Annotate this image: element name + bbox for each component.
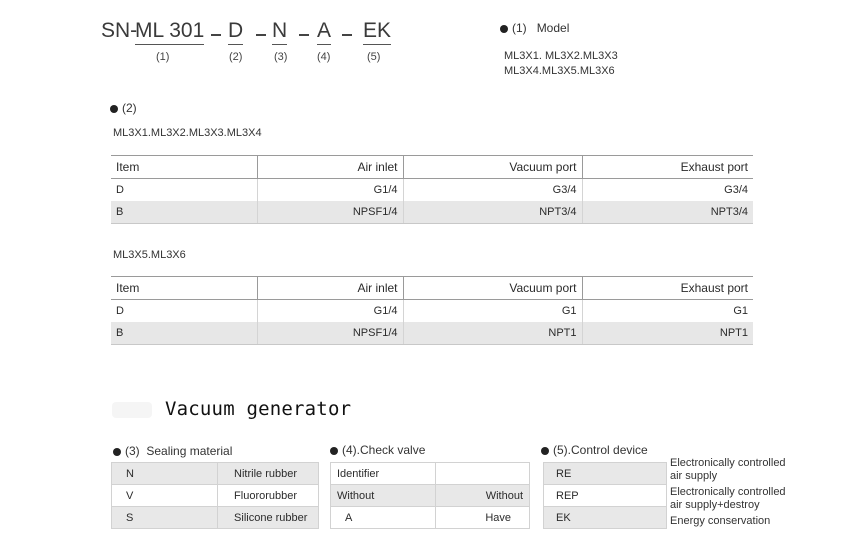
cell: D	[111, 179, 257, 202]
header-air-inlet: Air inlet	[257, 277, 403, 300]
code-check: N	[272, 18, 287, 45]
cell: B	[111, 201, 257, 224]
sealing-heading	[113, 444, 232, 458]
control-heading-num: (5).	[553, 443, 571, 457]
bullet-icon	[500, 25, 508, 33]
table-row	[544, 507, 667, 529]
cell: NPSF1/4	[257, 322, 403, 345]
cell: Fluororubber	[218, 485, 319, 507]
header-air-inlet: Air inlet	[257, 156, 403, 179]
control-table	[543, 462, 667, 529]
control-desc-3: Energy conservation	[670, 515, 771, 527]
model-heading	[500, 21, 569, 35]
table-header-row	[111, 156, 753, 179]
code-label-4: (4)	[317, 51, 331, 63]
port-heading-num: (2)	[122, 101, 137, 115]
control-heading-text: Control device	[571, 443, 648, 457]
header-exhaust-port: Exhaust port	[582, 277, 753, 300]
cell: G1/4	[257, 179, 403, 202]
table-row	[112, 507, 319, 529]
cell: A	[331, 507, 436, 529]
bullet-icon	[113, 448, 121, 456]
table-row	[544, 485, 667, 507]
code-dash	[299, 34, 309, 36]
sealing-table	[111, 462, 319, 529]
control-desc-2a: Electronically controlled	[670, 486, 786, 498]
header-vacuum-port: Vacuum port	[403, 277, 582, 300]
table-header-row	[111, 277, 753, 300]
code-dash	[256, 34, 266, 36]
cell: S	[112, 507, 218, 529]
cell: V	[112, 485, 218, 507]
check-valve-table	[330, 462, 530, 529]
cell: Without	[331, 485, 436, 507]
header-exhaust-port: Exhaust port	[582, 156, 753, 179]
model-heading-num: (1)	[512, 21, 527, 35]
port-table-2	[111, 276, 753, 345]
cell: Have	[436, 507, 530, 529]
cell: Silicone rubber	[218, 507, 319, 529]
port-table-1	[111, 155, 753, 224]
cell: D	[111, 300, 257, 323]
code-prefix: SN-	[101, 19, 138, 42]
control-desc-2	[670, 486, 786, 512]
cell: Without	[436, 485, 530, 507]
check-valve-heading-text: Check valve	[360, 443, 426, 457]
code-label-5: (5)	[367, 51, 381, 63]
table-row	[111, 322, 753, 345]
control-heading	[541, 443, 648, 457]
bullet-icon	[110, 105, 118, 113]
table-row	[112, 463, 319, 485]
code-port: A	[317, 18, 331, 45]
logo-placeholder	[112, 402, 152, 418]
code-label-3: (3)	[274, 51, 288, 63]
control-desc-1a: Electronically controlled	[670, 457, 786, 469]
code-label-1: (1)	[156, 51, 170, 63]
header-vacuum-port: Vacuum port	[403, 156, 582, 179]
cell: B	[111, 322, 257, 345]
code-ctrl: EK	[363, 18, 391, 45]
cell: Nitrile rubber	[218, 463, 319, 485]
cell: RE	[544, 463, 667, 485]
model-list-line1: ML3X1. ML3X2.ML3X3	[504, 50, 618, 62]
cell: NPT3/4	[582, 201, 753, 224]
table-row	[111, 201, 753, 224]
code-sealing: D	[228, 18, 243, 45]
sealing-heading-num: (3)	[125, 444, 140, 458]
control-desc-2b: air supply+destroy	[670, 499, 760, 511]
cell: NPT1	[403, 322, 582, 345]
table-row	[112, 485, 319, 507]
table-row	[544, 463, 667, 485]
cell: REP	[544, 485, 667, 507]
table-row	[111, 300, 753, 323]
cell: NPSF1/4	[257, 201, 403, 224]
code-dash	[211, 34, 221, 36]
table-row	[331, 485, 530, 507]
cell: G3/4	[582, 179, 753, 202]
cell: G1	[403, 300, 582, 323]
cell: NPT1	[582, 322, 753, 345]
sealing-heading-text: Sealing material	[146, 444, 233, 458]
table-row	[111, 179, 753, 202]
check-valve-heading-num: (4).	[342, 443, 360, 457]
code-label-2: (2)	[229, 51, 243, 63]
cell: G3/4	[403, 179, 582, 202]
page-title: Vacuum generator	[165, 398, 352, 420]
header-item: Item	[111, 277, 257, 300]
cell: NPT3/4	[403, 201, 582, 224]
bullet-icon	[541, 447, 549, 455]
code-dash	[342, 34, 352, 36]
model-list-line2: ML3X4.ML3X5.ML3X6	[504, 65, 615, 77]
header-item: Item	[111, 156, 257, 179]
port-heading	[110, 101, 137, 115]
cell: N	[112, 463, 218, 485]
control-desc-1b: air supply	[670, 470, 718, 482]
control-desc-1	[670, 457, 786, 483]
cell: EK	[544, 507, 667, 529]
cell: Identifier	[331, 463, 436, 485]
bullet-icon	[330, 447, 338, 455]
table-row	[331, 463, 530, 485]
code-model: ML 301	[135, 18, 204, 45]
model-heading-text: Model	[536, 21, 570, 35]
cell: G1	[582, 300, 753, 323]
cell: G1/4	[257, 300, 403, 323]
port-group2-title: ML3X5.ML3X6	[113, 249, 186, 261]
check-valve-heading	[330, 443, 425, 457]
table-row	[331, 507, 530, 529]
cell	[436, 463, 530, 485]
port-group1-title: ML3X1.ML3X2.ML3X3.ML3X4	[113, 127, 262, 139]
